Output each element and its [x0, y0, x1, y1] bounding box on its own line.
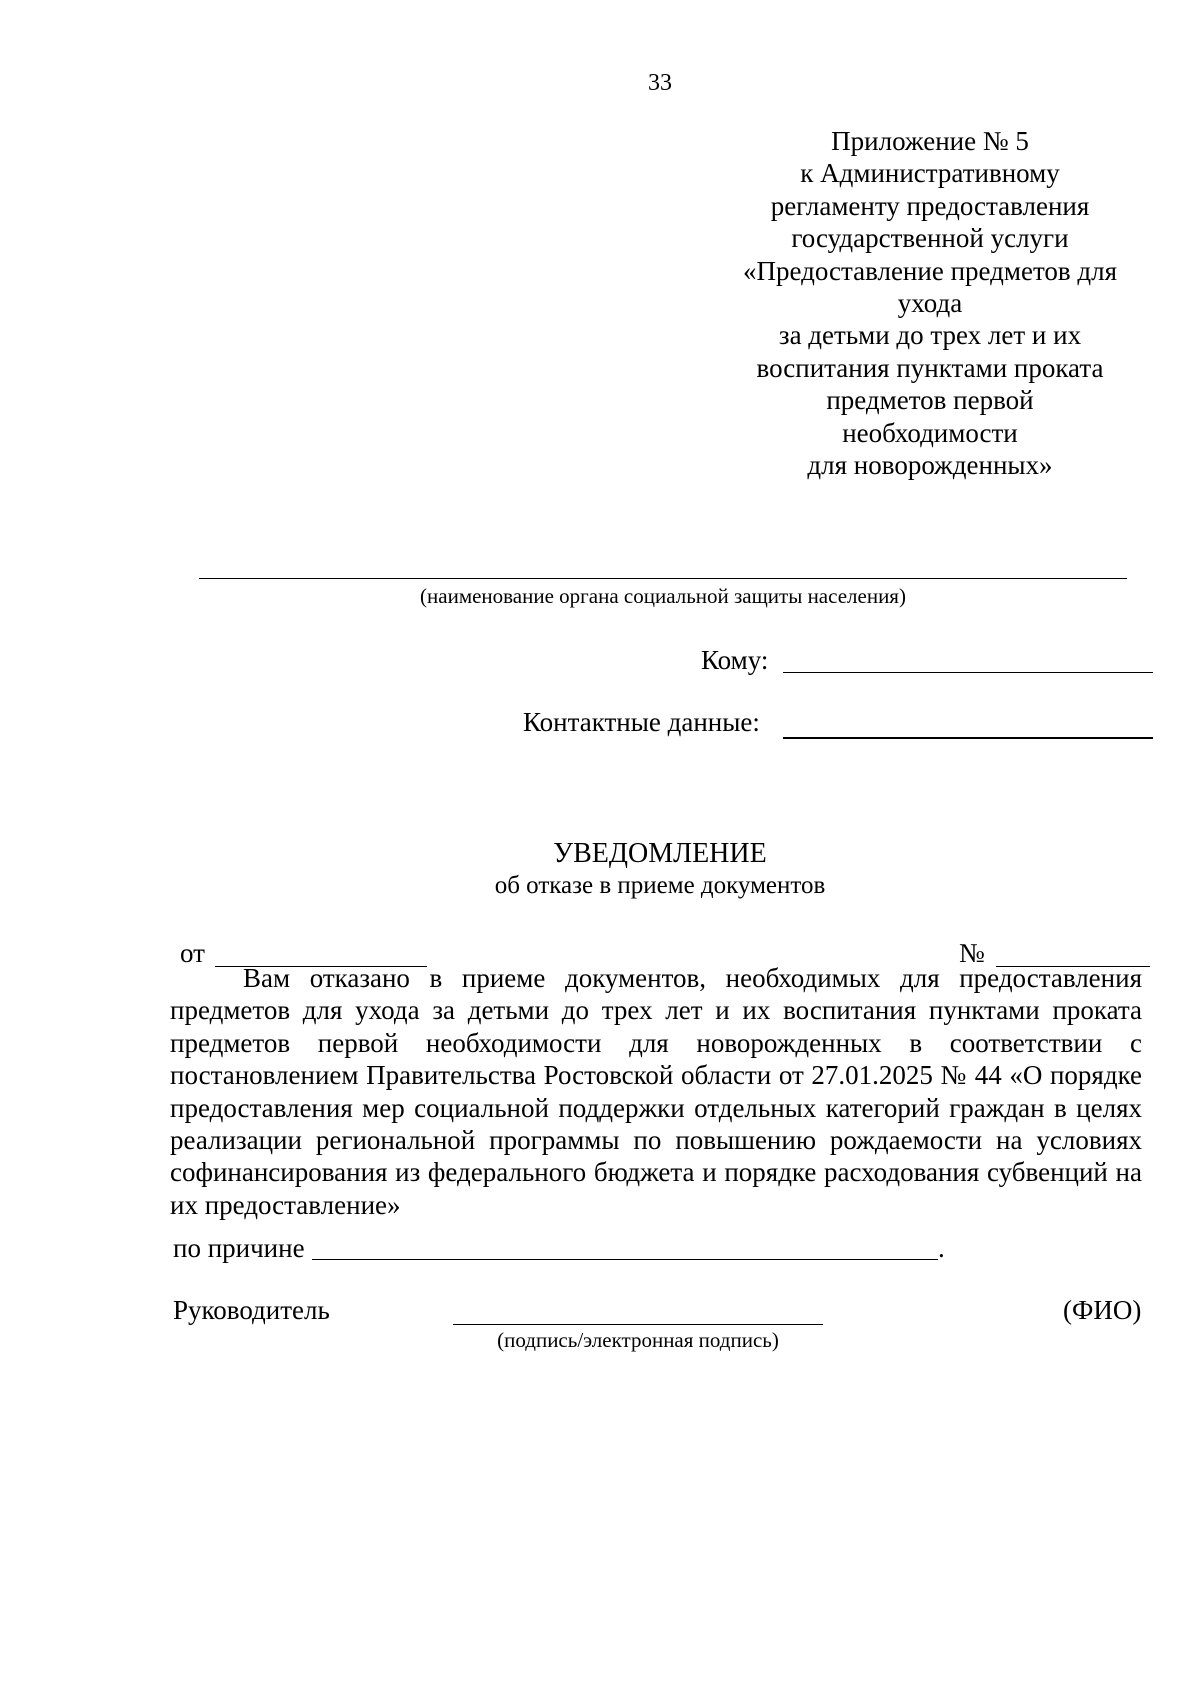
appendix-line: предметов первой: [826, 385, 1034, 416]
signature-line[interactable]: [453, 1324, 823, 1325]
page-number: 33: [648, 70, 672, 96]
appendix-line: регламенту предоставления: [770, 190, 1090, 221]
reason-label: по причине: [173, 1233, 305, 1263]
to-label: Кому:: [701, 645, 769, 675]
notice-body: Вам отказано в приеме документов, необходимых для предоставления предметов для ухода за детьми до трех лет и их воспитания пунктами проката предметов первой необходимости для новорожденных в соответствии с постановлением Правительства Ростовской области от 27.01.2025 № 44 «О порядке предоставления мер социальной поддержки отдельных категорий граждан в целях реализации региональной программы по повышению рождаемости на условиях софинансирования из федерального бюджета и порядке расходования субвенций на их предоставление»: [170, 963, 1142, 1220]
number-label: №: [959, 938, 985, 968]
appendix-line: «Предоставление предметов для: [742, 255, 1118, 286]
appendix-line: для новорожденных»: [807, 450, 1053, 481]
contacts-field-line[interactable]: [783, 737, 1153, 739]
to-field-line[interactable]: [783, 672, 1153, 673]
organ-name-line: [199, 578, 1127, 579]
appendix-line: необходимости: [842, 417, 1018, 448]
appendix-line: Приложение № 5: [831, 126, 1029, 156]
from-label: от: [180, 938, 205, 968]
contacts-label: Контактные данные:: [523, 707, 760, 737]
appendix-line: ухода: [897, 288, 963, 319]
notice-title: УВЕДОМЛЕНИЕ: [553, 838, 767, 869]
appendix-line: воспитания пунктами проката: [756, 352, 1104, 383]
head-label: Руководитель: [173, 1295, 330, 1325]
notice-subtitle: об отказе в приеме документов: [494, 872, 826, 899]
appendix-line: государственной услуги: [791, 223, 1069, 254]
reason-period: .: [938, 1233, 945, 1263]
organ-name-caption: (наименование органа социальной защиты населения): [420, 584, 906, 608]
appendix-header: [720, 125, 1140, 481]
fio-label: (ФИО): [1063, 1295, 1142, 1325]
appendix-line: за детьми до трех лет и их: [778, 320, 1082, 351]
reason-field-line[interactable]: [312, 1259, 938, 1260]
signature-caption: (подпись/электронная подпись): [497, 1328, 779, 1352]
appendix-line: к Административному: [800, 158, 1060, 189]
